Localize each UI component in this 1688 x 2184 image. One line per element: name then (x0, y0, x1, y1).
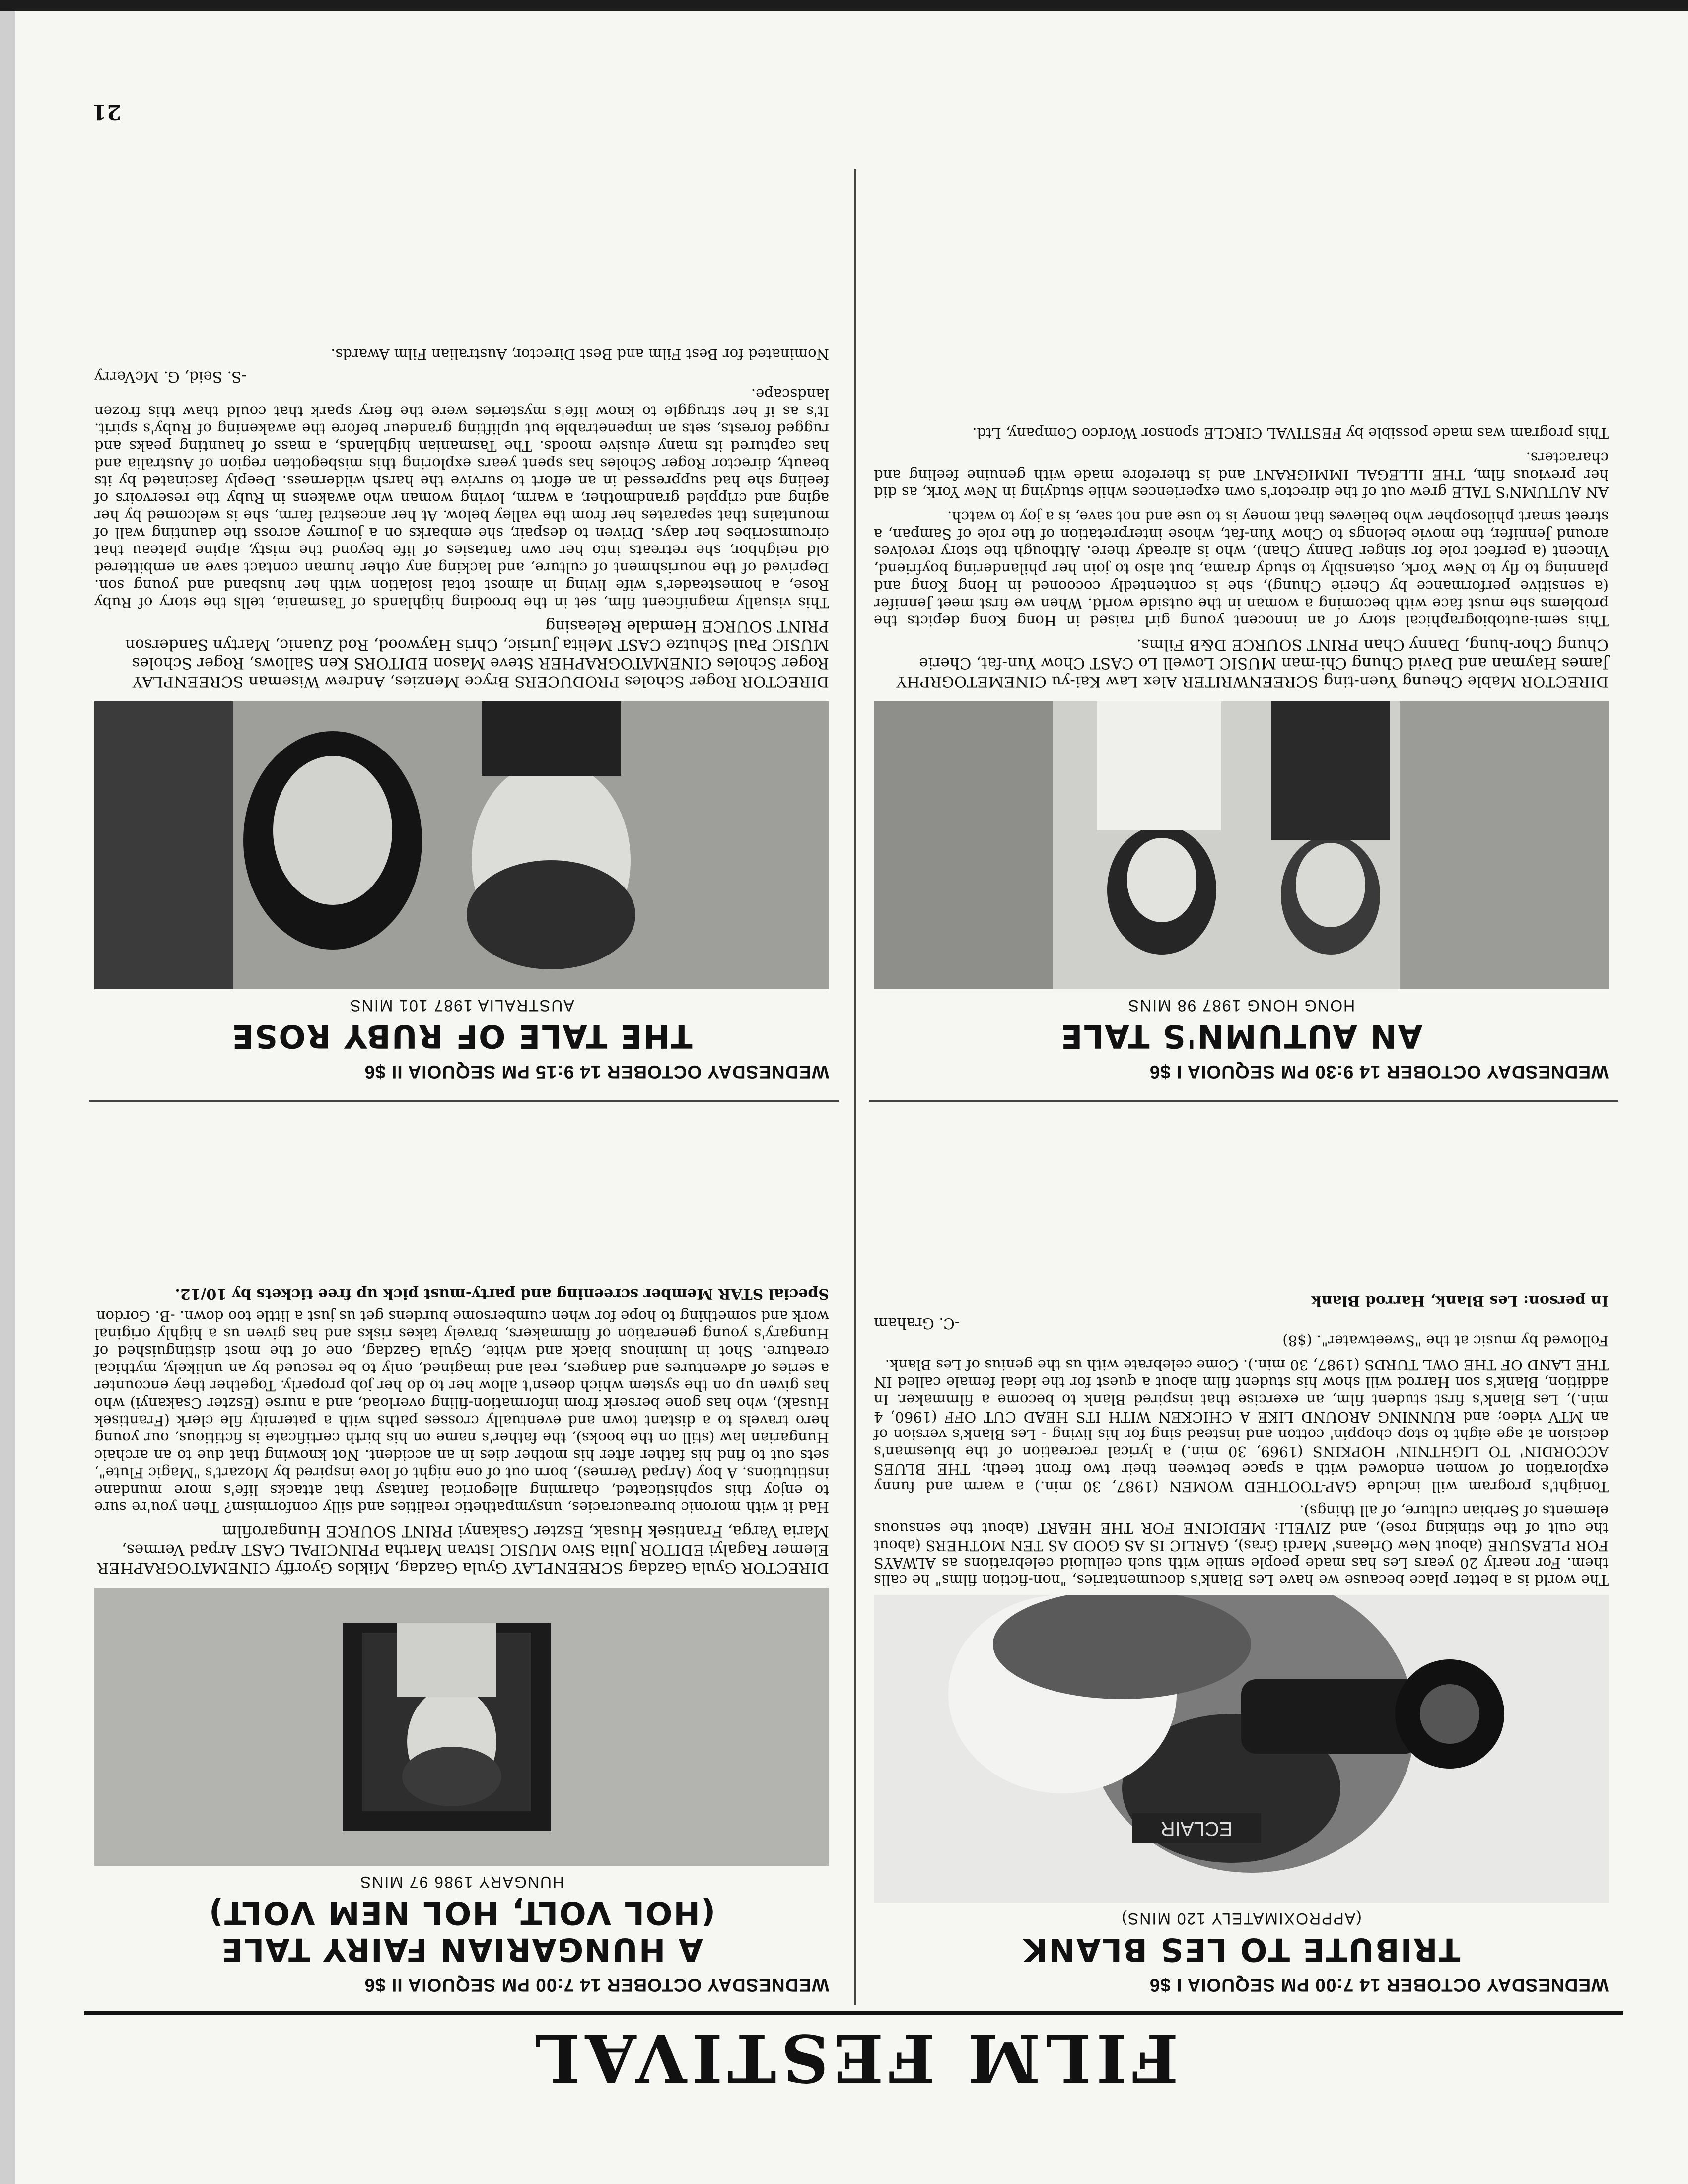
sponsor-note: This program was made possible by FESTIVAL CIRCLE sponsor Wordco Company, Ltd. (972, 425, 1609, 442)
film-title: THE TALE OF RUBY ROSE (231, 1018, 693, 1054)
film-meta: HONG HONG 1987 98 MINS (1127, 997, 1355, 1015)
special-screening-note: Special STAR Member screening and party-must pick up free tickets by 10/12. (175, 1285, 829, 1302)
film-entry-autumns-tale (874, 424, 1609, 1082)
film-still-ruby-rose (94, 701, 829, 989)
paragraph: Tonight's program will include GAP-TOOTHED WOMEN (1987, 30 min.) a warm and funny exploration of women endowed with a space between their two front teeth; THE BLUES ACCORDIN' TO LIGHTNIN' HOPKINS (1969, 30 min.) a lyrical recreation of the bluesman's decision at age eight to stop choppin' cotton and instead sing for his living - Les Blank's version of an MTV video; and RUNNING AROUND LIKE A CHICKEN WITH ITS HEAD CUT OFF (1960, 4 min.), Les Blank's first student film, an exercise that inspired Blank to become a filmmaker. In addition, Blank's son Harrod will show his student film about a quest for the ideal female called IN THE LAND OF THE OWL TURDS (1987, 30 min.). Come celebrate with us the genius of Les Blank. (874, 1357, 1609, 1495)
film-still-hungarian (94, 1588, 829, 1866)
scan-border (0, 0, 1688, 11)
section-divider-left (869, 1100, 1618, 1102)
film-entry-les-blank (874, 1292, 1609, 1995)
section-divider-right (89, 1100, 839, 1102)
showing-time: WEDNESDAY OCTOBER 14 9:30 PM SEQUOIA I $6 (1149, 1062, 1609, 1082)
masthead (89, 2019, 1618, 2096)
two-faces-image (94, 701, 829, 989)
film-entry-hungarian-fairy-tale (94, 1285, 829, 1995)
film-still-autumn (874, 701, 1609, 989)
header-rule (84, 2011, 1623, 2015)
film-still-les-blank (874, 1595, 1609, 1903)
showing-time: WEDNESDAY OCTOBER 14 7:00 PM SEQUOIA II $6 (364, 1975, 829, 1995)
film-meta: AUSTRALIA 1987 101 MINS (349, 997, 574, 1015)
film-description: Had it with moronic bureaucracies, unsympathetic realities and silly conformism? Then you're sure to enjoy this sophisticated, charming allegorical fantasy that attacks life's more mundane institutions. A boy (Arpad Vermes), born out of one night of love inspired by Mozart's "Magic Flute", sets out to find his father after his mother dies in an accident. Not knowing that due to an archaic Hungarian law (still on the books), the father's name on his birth certificate is fictitious, our young hero travels to a distant town and eventually crosses paths with a paternity file clerk (Frantisek Husak), who has gone berserk from information-filing overload, and a nurse (Eszter Csakanyi) who has given up on the system which doesn't allow her to do her job properly. Together they encounter a series of adventures and dangers, real and imagined, only to be rescued by an unlikely, mythical creature. Shot in luminous black and white, Gyula Gazdag, one of the most distinguished of Hungary's young generation of filmmakers, bravely takes risks and has given us a highly original work and something to hope for when cumbersome burdens get us just a little too down. -B. Gordon (94, 1308, 829, 1516)
film-meta: HUNGARY 1986 97 MINS (359, 1873, 564, 1891)
film-subtitle: (HOL VOLT, HOL NEM VOLT) (208, 1894, 716, 1931)
film-description (874, 449, 1609, 629)
film-entry-ruby-rose (94, 345, 829, 1082)
showing-time: WEDNESDAY OCTOBER 14 7:00 PM SEQUOIA I $6 (1149, 1975, 1609, 1995)
page-title: FILM FESTIVAL (529, 2019, 1179, 2096)
film-meta: (APPROXIMATELY 120 MINS) (1121, 1910, 1362, 1928)
paragraph: The world is a better place because we have Les Blank's documentaries, "non-fiction films" he calls them. For nearly 20 years Les has made people smile with such celluloid celebrations as ALWAYS FOR PLEASURE (about New Orleans' Mardi Gras), GARLIC IS AS GOOD AS TEN MOTHERS (about the cult of the stinking rose), and ZIVELI: MEDICINE FOR THE HEART (about the sensuous elements of Serbian culture, of all things). (874, 1502, 1609, 1589)
award-note: Nominated for Best Film and Best Director, Australian Film Awards. (331, 346, 829, 363)
reviewer-signature: -S. Seid, G. McVerry (94, 368, 247, 385)
filmmaker-with-camera-image (874, 1595, 1609, 1903)
boy-in-doorway-image (94, 1588, 829, 1866)
paragraph: This semi-autobiographical story of an innocent young girl raised in Hong Kong depicts the problems she must face with becoming a woman in the outside world. When we first meet Jennifer (a sensitive performance by Cherie Chung), she is contentedly cocooned in Hong Kong and planning to fly to New York, ostensibly to study drama, but also to join her philandering boyfriend, Vincent (a perfect role for singer Danny Chan), who is already there. Although the story revolves around Jennifer, the movie belongs to Chow Yun-fat, whose interpretation of the role of Sampan, a street smart philosopher who believes that money is to use and not save, is a joy to watch. (874, 508, 1609, 629)
column-divider (854, 169, 856, 2005)
showing-time: WEDNESDAY OCTOBER 14 9:15 PM SEQUOIA II $6 (364, 1062, 829, 1082)
film-credits: DIRECTOR Roger Scholes PRODUCERS Bryce Menzies, Andrew Wiseman SCREENPLAY Roger Scholes CINEMATOGRAPHER Steve Mason EDITORS Ken Sallows, Roger Scholes MUSIC Paul Schutze CAST Melita Jurisic, Chris Haywood, Rod Zuanic, Martyn Sanderson PRINT SOURCE Hemdale Releasing (125, 617, 829, 690)
film-title: TRIBUTE TO LES BLANK (1022, 1931, 1461, 1968)
film-description: This visually magnificent film, set in the brooding highlands of Tasmania, tells the story of Ruby Rose, a homesteader's wife living in almost total isolation with her husband and young son. Deprived of the nourishment of culture, and lacking any other human contact save an embittered old neighbor, she retreats into her own fantasies of life beyond the misty, alpine plateau that circumscribes her days. Driven to despair, she embarks on a journey across the daunting wall of mountains that separates her from the valley below. At her ancestral farm, she is welcomed by her aging and crippled grandmother, a warm, loving woman who awakens in Ruby the reservoirs of feeling she had suppressed in an effort to survive the harsh wilderness. Deeply fascinated by its beauty, director Roger Scholes has spent years exploring this misbegotten region of Australia and has captured its many elusive moods. The Tasmanian highlands, a mass of haunting peaks and rugged forests, sets an impenetrable but uplifting grandeur before the awakening of Ruby's spirit. It's as if her struggle to know life's mysteries were the fiery spark that could thaw this frozen landscape. (94, 386, 829, 611)
film-title: AN AUTUMN'S TALE (1059, 1018, 1423, 1054)
paragraph: AN AUTUMN'S TALE grew out of the director's own experiences while studying in New York, as did her previous film, THE ILLEGAL IMMIGRANT and is therefore made with genuine feeling and characters. (874, 449, 1609, 501)
film-credits: DIRECTOR Gyula Gazdag SCREENPLAY Gyula Gazdag, Miklos Gyorffy CINEMATOGRAPHER Elemer Ragalyi EDITOR Julia Sivo MUSIC Istvan Martha PRINCIPAL CAST Arpad Vermes, Maria Varga, Frantisek Husak, Eszter Csakanyi PRINT SOURCE Hungarofilm (97, 1522, 829, 1577)
film-description (874, 1332, 1609, 1589)
couple-image (874, 701, 1609, 989)
camera-brand: ECLAIR (1160, 1818, 1233, 1840)
film-title: A HUNGARIAN FAIRY TALE (220, 1931, 703, 1968)
paragraph: Followed by music at the "Sweetwater". ($8) (1282, 1332, 1609, 1349)
in-person-note: In person: Les Blank, Harrod Blank (1311, 1292, 1609, 1309)
reviewer-signature: -C. Graham (874, 1314, 960, 1332)
film-credits: DIRECTOR Mable Cheung Yuen-ting SCREENWRITER Alex Law Kai-yu CINEMETOGRPHY James Hayman and David Chung Chi-man MUSIC Lowell Lo CAST Chow Yun-fat, Cherie Chung Chor-hung, Danny Chan PRINT SOURCE D&B Films. (896, 636, 1609, 690)
page-number: 21 (92, 100, 122, 124)
